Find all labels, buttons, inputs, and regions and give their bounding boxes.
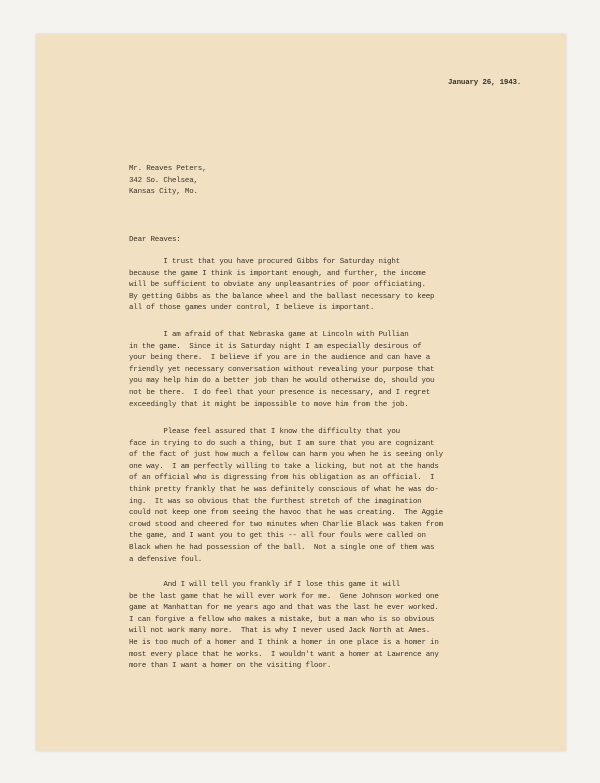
text-line: be the last game that he will ever work for me. Gene Johnson worked one <box>129 592 439 601</box>
text-line: of an official who is digressing from his obligation as an official. I <box>129 474 435 483</box>
text-line: could not keep one from seeing the havoc that he was creating. The Aggie <box>129 509 443 518</box>
text-line: I can forgive a fellow who makes a mistake, but a man who is so obvious <box>129 615 435 624</box>
address-line: Mr. Reaves Peters, <box>129 165 207 173</box>
text-line: friendly yet necessary conversation without revealing your purpose that <box>129 365 435 374</box>
paragraph-1 <box>129 257 434 315</box>
text-line: will be sufficient to obviate any unpleasantries of poor officiating. <box>129 281 426 290</box>
text-line: face in trying to do such a thing, but I am sure that you are cognizant <box>129 439 435 448</box>
text-line: not be there. I do feel that your presence is necessary, and I regret <box>129 388 431 397</box>
text-line: I trust that you have procured Gibbs for Saturday night <box>129 258 400 266</box>
paragraph-3 <box>129 427 443 566</box>
letter-page <box>36 34 566 751</box>
address-line: Kansas City, Mo. <box>129 188 198 197</box>
text-line: a defensive foul. <box>129 555 203 564</box>
text-line: ing. It was so obvious that the furthest stretch of the imagination <box>129 497 422 506</box>
text-line: because the game I think is important enough, and further, the income <box>129 269 426 278</box>
letter-date: January 26, 1943. <box>448 79 522 87</box>
text-line: the game, and I want you to get this -- all four fouls were called on <box>129 532 426 541</box>
recipient-address <box>129 164 206 199</box>
text-line: By getting Gibbs as the balance wheel and the ballast necessary to keep <box>129 292 435 301</box>
salutation: Dear Reaves: <box>129 236 181 244</box>
address-line: 342 So. Chelsea, <box>129 176 198 185</box>
paragraph-2 <box>129 330 434 411</box>
text-line: of the fact of just how much a fellow can harm you when he is seeing only <box>129 451 443 460</box>
text-line: Please feel assured that I know the difficulty that you <box>129 428 400 436</box>
text-line: in the game. Since it is Saturday night I am especially desirous of <box>129 342 422 351</box>
text-line: one way. I am perfectly willing to take a licking, but not at the hands <box>129 462 439 471</box>
text-line: exceedingly that it might be impossible to move him from the job. <box>129 400 409 409</box>
text-line: And I will tell you frankly if I lose this game it will <box>129 581 400 589</box>
text-line: I am afraid of that Nebraska game at Lincoln with Pullian <box>129 331 409 339</box>
text-line: will not work many more. That is why I never used Jack North at Ames. <box>129 627 431 636</box>
text-line: He is too much of a homer and I think a homer in one place is a homer in <box>129 638 439 647</box>
text-line: game at Manhattan for me years ago and that was the last he ever worked. <box>129 604 439 613</box>
text-line: crowd stood and cheered for two minutes when Charlie Black was taken from <box>129 520 443 529</box>
text-line: all of those games under control, I believe is important. <box>129 304 375 313</box>
text-line: think pretty frankly that he was definitely conscious of what he was do- <box>129 485 439 494</box>
text-line: you may help him do a better job than he would otherwise do, should you <box>129 377 435 386</box>
paragraph-4 <box>129 580 439 673</box>
text-line: more than I want a homer on the visiting floor. <box>129 662 332 671</box>
text-line: most every place that he works. I wouldn't want a homer at Lawrence any <box>129 650 439 659</box>
text-line: Black when he had possession of the ball. Not a single one of them was <box>129 543 435 552</box>
text-line: your being there. I believe if you are in the audience and can have a <box>129 354 431 363</box>
